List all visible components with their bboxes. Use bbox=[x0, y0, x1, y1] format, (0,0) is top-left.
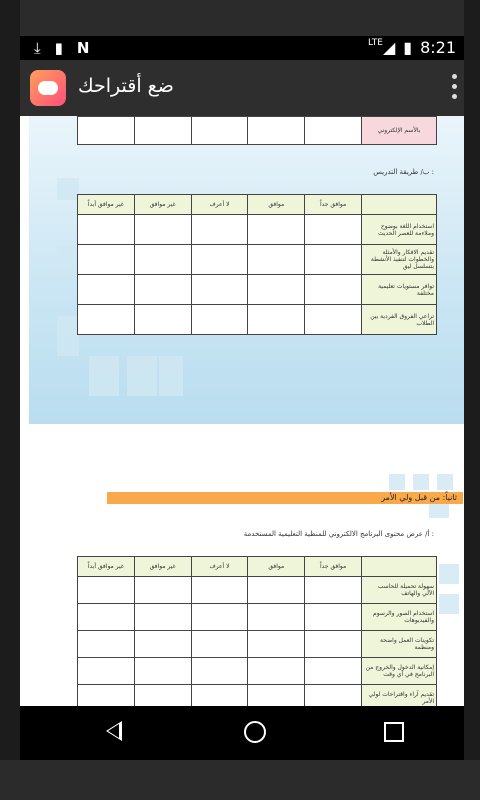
device-bezel-bottom bbox=[0, 760, 480, 800]
app-title: ضع أقتراحك bbox=[78, 75, 174, 97]
row-label: استخدام اللغة بوضوح وملاءمة للعصر الحديث bbox=[362, 215, 437, 245]
table-row bbox=[78, 245, 437, 275]
battery-icon: ▮ bbox=[403, 38, 413, 57]
device-bezel-right bbox=[464, 0, 480, 800]
table-header: غير موافق أبداً bbox=[78, 557, 135, 577]
document-viewer[interactable] bbox=[20, 116, 464, 706]
home-icon[interactable] bbox=[244, 721, 266, 743]
table-header: لا أعرف bbox=[191, 557, 248, 577]
table-row bbox=[78, 215, 437, 245]
row-label: استخدام الصور والرسوم والفيديوهات bbox=[362, 604, 437, 631]
row-label: تراعي الفروق الفردية بين الطلاب bbox=[362, 305, 437, 335]
back-icon[interactable] bbox=[106, 721, 122, 741]
table-row bbox=[78, 631, 437, 658]
row-label: توافر مستويات تعليمية مختلفة bbox=[362, 275, 437, 305]
evaluation-table-1 bbox=[77, 194, 437, 335]
clock: 8:21 bbox=[420, 38, 456, 57]
app-logo-icon bbox=[30, 70, 66, 106]
table-row bbox=[78, 275, 437, 305]
table-row bbox=[78, 658, 437, 685]
table-header: موافق جداً bbox=[305, 557, 362, 577]
device-bezel-left bbox=[0, 0, 20, 800]
table-header: لا أعرف bbox=[191, 195, 248, 215]
section-banner: ثانياً: من قبل ولي الأمر bbox=[107, 492, 463, 504]
status-bar bbox=[20, 36, 464, 60]
row-label: تكوينات العمل واضحة ومنظمة bbox=[362, 631, 437, 658]
table-row bbox=[78, 604, 437, 631]
table-row bbox=[78, 305, 437, 335]
table-header: غير موافق bbox=[134, 557, 191, 577]
table-row bbox=[78, 685, 437, 707]
table-row bbox=[78, 577, 437, 604]
n-notification-icon: N bbox=[76, 39, 90, 57]
table-header: غير موافق bbox=[134, 195, 191, 215]
section-title: أ/ عرض محتوى البرنامج الالكتروني للمنظية التعليمية المستخدمة : bbox=[243, 530, 434, 538]
sd-card-icon: ▮ bbox=[54, 39, 63, 57]
overflow-menu-icon[interactable] bbox=[452, 74, 458, 99]
table-header: موافق bbox=[248, 557, 305, 577]
table-cell: بالأسم الإلكتروني bbox=[362, 117, 437, 145]
table-header: غير موافق أبداً bbox=[78, 195, 135, 215]
evaluation-table-2 bbox=[77, 556, 437, 706]
app-bar bbox=[20, 60, 464, 116]
document-page bbox=[29, 116, 464, 424]
document-page bbox=[29, 434, 464, 706]
row-label: تقديم آراء واقتراحات لولي الأمر bbox=[362, 685, 437, 707]
download-icon: ⤓ bbox=[34, 39, 41, 57]
signal-icon: $^{LTE}$◢ bbox=[367, 38, 396, 57]
row-label: إمكانية الدخول والخروج من البرنامج في أي وقت bbox=[362, 658, 437, 685]
navigation-bar bbox=[20, 706, 464, 760]
table-header: موافق جداً bbox=[305, 195, 362, 215]
table-header: موافق bbox=[248, 195, 305, 215]
section-title: ب/ طريقة التدريس : bbox=[373, 168, 434, 176]
row-label: سهولة تحميلة للحاسب الآلي والهاتف bbox=[362, 577, 437, 604]
top-table bbox=[77, 116, 437, 145]
network-label: LTE bbox=[367, 38, 383, 48]
recents-icon[interactable] bbox=[384, 722, 404, 742]
row-label: تقديم الافكار والأمثلة والخطوات لتنفيذ الأنشطة بتسلسل ليق bbox=[362, 245, 437, 275]
